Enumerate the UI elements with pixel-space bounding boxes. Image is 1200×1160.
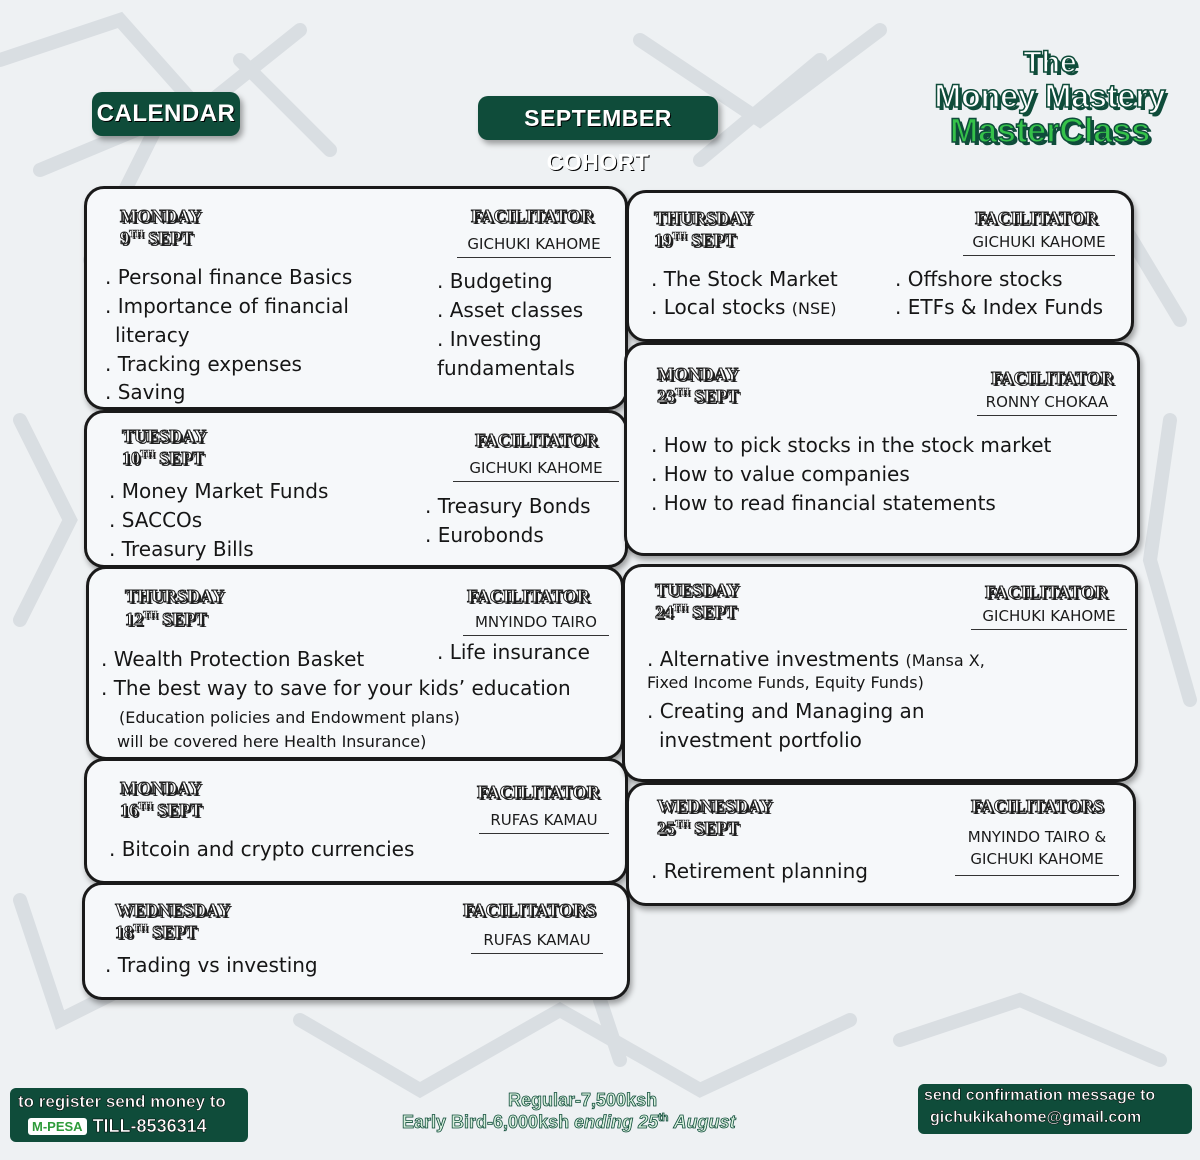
- session-day: MONDAY: [657, 364, 739, 384]
- session-day: TUESDAY: [655, 580, 740, 600]
- topic-item: . Personal finance Basics: [105, 265, 353, 289]
- topic-item: . Tracking expenses: [105, 352, 302, 376]
- session-day: WEDNESDAY: [115, 900, 231, 920]
- topic-item: . ETFs & Index Funds: [895, 295, 1104, 319]
- topic-item: . Local stocks (NSE): [651, 295, 837, 319]
- session-date: 24TH SEPT: [655, 602, 737, 622]
- mpesa-logo: M-PESA: [28, 1118, 87, 1135]
- facilitator-label: FACILITATORS: [971, 796, 1104, 816]
- topic-item: . Retirement planning: [651, 859, 868, 883]
- facilitator-name: MNYINDO TAIRO: [463, 613, 609, 636]
- facilitator-name: RUFAS KAMAU: [471, 931, 603, 954]
- topic-item: . How to read financial statements: [651, 491, 996, 515]
- masterclass-logo: [930, 48, 1170, 148]
- facilitator-name: GICHUKI KAHOME: [971, 607, 1127, 630]
- topic-note: will be covered here Health Insurance): [117, 732, 427, 751]
- session-date: 18TH SEPT: [115, 922, 197, 942]
- logo-line-2: Money Mastery: [934, 78, 1166, 114]
- topic-item: . How to value companies: [651, 462, 910, 486]
- session-day: MONDAY: [120, 778, 202, 798]
- topic-note: Fixed Income Funds, Equity Funds): [647, 673, 924, 692]
- session-card-thu-12: [86, 566, 624, 760]
- session-day: MONDAY: [120, 206, 202, 226]
- session-date: 16TH SEPT: [120, 800, 202, 820]
- facilitator-name: RUFAS KAMAU: [479, 811, 609, 834]
- topic-item: . Eurobonds: [425, 523, 544, 547]
- session-date: 10TH SEPT: [122, 448, 204, 468]
- topic-item: . Budgeting: [437, 269, 553, 293]
- session-day: WEDNESDAY: [657, 796, 773, 816]
- topic-item: . SACCOs: [109, 508, 203, 532]
- session-card-tue-10: [84, 410, 628, 568]
- topic-item: literacy: [115, 323, 190, 347]
- facilitator-names: [955, 827, 1119, 876]
- topic-item: . Treasury Bills: [109, 537, 254, 561]
- facilitator-label: FACILITATOR: [991, 368, 1114, 388]
- topic-item: . Wealth Protection Basket: [101, 647, 365, 671]
- facilitator-label: FACILITATOR: [471, 206, 594, 226]
- topic-item: . Creating and Managing an: [647, 699, 925, 723]
- topic-note: (Education policies and Endowment plans): [119, 708, 460, 727]
- facilitator-label: FACILITATOR: [975, 208, 1098, 228]
- session-date: 12TH SEPT: [125, 609, 207, 629]
- facilitator-name: GICHUKI KAHOME: [453, 459, 619, 482]
- topic-item: . Asset classes: [437, 298, 584, 322]
- session-day: THURSDAY: [654, 208, 754, 228]
- topic-item: . Saving: [105, 380, 186, 404]
- session-card-thu-19: [626, 190, 1134, 342]
- topic-item: . The best way to save for your kids’ education: [101, 676, 571, 700]
- topic-item: . Bitcoin and crypto currencies: [109, 837, 415, 861]
- topic-item: . Alternative investments (Mansa X,: [647, 647, 985, 671]
- session-date: 25TH SEPT: [657, 818, 739, 838]
- topic-item: fundamentals: [437, 356, 575, 380]
- confirm-text: send confirmation message to: [924, 1087, 1156, 1104]
- mpesa-badge: [28, 1116, 207, 1137]
- till-number: TILL-8536314: [92, 1116, 207, 1136]
- topic-item: . Importance of financial: [105, 294, 349, 318]
- regular-price: Regular-7,500ksh: [508, 1090, 658, 1110]
- calendar-heading: CALENDAR: [92, 92, 240, 136]
- logo-line-3: MasterClass: [949, 112, 1151, 150]
- session-card-mon-9: [84, 186, 628, 410]
- facilitator-label: FACILITATOR: [467, 586, 590, 606]
- register-text: to register send money to: [18, 1092, 226, 1111]
- facilitator-name: GICHUKI KAHOME: [963, 233, 1115, 256]
- session-card-wed-25: [626, 782, 1136, 906]
- topic-item: investment portfolio: [659, 728, 862, 752]
- topic-item: . Offshore stocks: [895, 267, 1063, 291]
- facilitator-label: FACILITATOR: [477, 782, 600, 802]
- topic-item: . Money Market Funds: [109, 479, 329, 503]
- topic-item: . Life insurance: [437, 640, 590, 664]
- session-date: 23TH SEPT: [657, 386, 739, 406]
- facilitator-name: GICHUKI KAHOME: [970, 849, 1104, 868]
- topic-item: . Trading vs investing: [105, 953, 318, 977]
- facilitator-name: MNYINDO TAIRO &: [967, 828, 1107, 846]
- facilitator-label: FACILITATOR: [985, 582, 1108, 602]
- session-date: 19TH SEPT: [654, 230, 736, 250]
- topic-item: . Investing: [437, 327, 542, 351]
- session-card-mon-16: [84, 758, 628, 884]
- session-date: 9TH SEPT: [120, 228, 193, 248]
- session-day: THURSDAY: [125, 586, 225, 606]
- session-card-tue-24: [622, 564, 1138, 782]
- facilitator-label: FACILITATORS: [463, 900, 596, 920]
- early-bird-price: Early Bird-6,000ksh ending 25th August: [402, 1112, 736, 1132]
- topic-item: . Treasury Bonds: [425, 494, 591, 518]
- facilitator-label: FACILITATOR: [475, 430, 598, 450]
- logo-line-1: The: [1023, 46, 1077, 79]
- topic-item: . How to pick stocks in the stock market: [651, 433, 1052, 457]
- cohort-heading: SEPTEMBER COHORT: [478, 96, 718, 140]
- facilitator-name: RONNY CHOKAA: [977, 393, 1117, 416]
- facilitator-name: GICHUKI KAHOME: [457, 235, 611, 258]
- session-card-wed-18: [82, 882, 630, 1000]
- topic-item: . The Stock Market: [651, 267, 838, 291]
- session-day: TUESDAY: [122, 426, 207, 446]
- email-address: gichukikahome@gmail.com: [930, 1109, 1142, 1126]
- session-card-mon-23: [624, 342, 1140, 556]
